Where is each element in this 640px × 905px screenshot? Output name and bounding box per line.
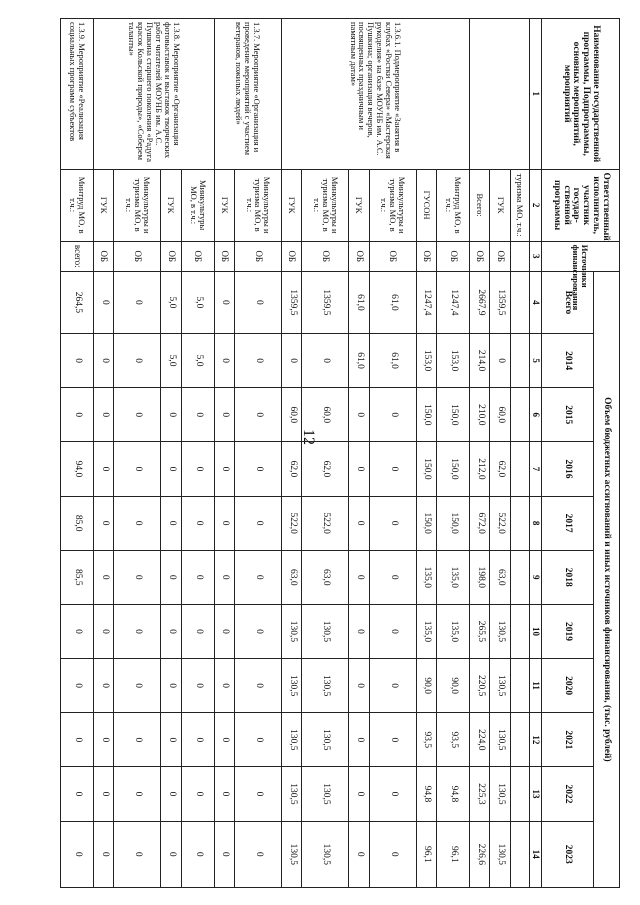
row-value: 0 bbox=[369, 713, 416, 767]
header-year: 2015 bbox=[542, 388, 594, 442]
row-value: 130,5 bbox=[490, 713, 510, 767]
row-value: 0 bbox=[214, 496, 234, 550]
row-value: 130,5 bbox=[302, 821, 349, 887]
row-value: 0 bbox=[114, 496, 161, 550]
row-value: 0 bbox=[114, 271, 161, 333]
row-executor: туризма МО, т.ч.: bbox=[510, 169, 529, 241]
row-source: ОБ bbox=[214, 241, 234, 271]
header-year: 2022 bbox=[542, 767, 594, 821]
row-value: 62,0 bbox=[302, 442, 349, 496]
row-value: 135,0 bbox=[437, 550, 470, 604]
row-value: 0 bbox=[214, 713, 234, 767]
row-value: 94,8 bbox=[437, 767, 470, 821]
row-value bbox=[510, 767, 529, 821]
row-value: 0 bbox=[114, 442, 161, 496]
row-source: ОБ bbox=[469, 241, 489, 271]
row-source: ОБ bbox=[161, 241, 181, 271]
row-value: 94,0 bbox=[61, 442, 94, 496]
row-value: 135,0 bbox=[437, 604, 470, 658]
row-value: 153,0 bbox=[416, 334, 436, 388]
row-value: 0 bbox=[214, 334, 234, 388]
page-number: 12 bbox=[300, 429, 317, 445]
column-number: 14 bbox=[529, 821, 541, 887]
row-value: 212,0 bbox=[469, 442, 489, 496]
row-value: 0 bbox=[161, 659, 181, 713]
row-value: 130,5 bbox=[281, 821, 301, 887]
row-value: 0 bbox=[349, 821, 369, 887]
table-row bbox=[437, 19, 470, 888]
row-executor: ГУСОН bbox=[416, 169, 436, 241]
row-value: 0 bbox=[161, 388, 181, 442]
row-value: 0 bbox=[93, 388, 113, 442]
row-value: 0 bbox=[235, 442, 282, 496]
row-value: 5,0 bbox=[161, 334, 181, 388]
row-value: 130,5 bbox=[302, 713, 349, 767]
header-name: Наименование государственной программы, Подпрограммы, основных мероприятий, мероприятий bbox=[542, 19, 620, 170]
row-value: 0 bbox=[93, 334, 113, 388]
row-executor: ГУК bbox=[93, 169, 113, 241]
row-source: ОБ bbox=[490, 241, 510, 271]
row-executor: Минтруд МО, в т.ч.: bbox=[437, 169, 470, 241]
row-value bbox=[510, 442, 529, 496]
row-value: 93,5 bbox=[416, 713, 436, 767]
row-value: 0 bbox=[181, 388, 214, 442]
row-value: 0 bbox=[235, 271, 282, 333]
column-number: 5 bbox=[529, 334, 541, 388]
row-value: 5,0 bbox=[161, 271, 181, 333]
row-executor: ГУК bbox=[214, 169, 234, 241]
row-value: 0 bbox=[214, 821, 234, 887]
row-value: 0 bbox=[181, 604, 214, 658]
row-value: 60,0 bbox=[302, 388, 349, 442]
table-row bbox=[510, 19, 529, 888]
financing-table bbox=[60, 18, 620, 888]
row-value: 0 bbox=[369, 659, 416, 713]
row-value: 522,0 bbox=[490, 496, 510, 550]
column-number: 13 bbox=[529, 767, 541, 821]
row-value: 0 bbox=[161, 496, 181, 550]
row-value bbox=[510, 496, 529, 550]
row-executor: Минкультуры МО, в т.ч.: bbox=[181, 169, 214, 241]
row-value bbox=[510, 604, 529, 658]
row-executor: Минкультуры и туризма МО, в т.ч.: bbox=[114, 169, 161, 241]
row-value: 0 bbox=[61, 659, 94, 713]
row-value: 130,5 bbox=[281, 604, 301, 658]
row-value: 0 bbox=[349, 659, 369, 713]
row-value: 62,0 bbox=[490, 442, 510, 496]
row-value: 0 bbox=[161, 767, 181, 821]
row-executor: Минтруд МО, в т.ч.: bbox=[61, 169, 94, 241]
row-value: 672,0 bbox=[469, 496, 489, 550]
row-value: 0 bbox=[214, 550, 234, 604]
row-value: 0 bbox=[349, 550, 369, 604]
header-year: 2020 bbox=[542, 659, 594, 713]
row-name: 1.3.7. Мероприятие «Организация и проведение мероприятий с участием ветеранов, пожилых людей» bbox=[214, 19, 281, 170]
row-value: 1247,4 bbox=[437, 271, 470, 333]
row-value: 0 bbox=[61, 713, 94, 767]
row-value: 0 bbox=[214, 659, 234, 713]
row-value: 0 bbox=[161, 604, 181, 658]
header-year: 2016 bbox=[542, 442, 594, 496]
table-row bbox=[181, 19, 214, 888]
header-total: Всего bbox=[542, 271, 594, 333]
row-value: 1359,5 bbox=[490, 271, 510, 333]
header-executor: Ответственный исполнитель, участник государ-ственной программы bbox=[542, 169, 620, 241]
row-value: 0 bbox=[114, 767, 161, 821]
row-value: 0 bbox=[349, 767, 369, 821]
row-value: 0 bbox=[281, 334, 301, 388]
row-value: 0 bbox=[114, 388, 161, 442]
row-name: 1.3.8. Мероприятие «Организация фотовыставок и выставок творческих работ читателей МОУНБ им. А.С. Пушкина старшего поколения «Радуга красок Кольской природы», «Соберем таланты» bbox=[93, 19, 214, 170]
row-name: 1.3.9. Мероприятие «Реализация социальных программ субъектов bbox=[61, 19, 94, 170]
column-number: 11 bbox=[529, 659, 541, 713]
row-source: ОБ bbox=[416, 241, 436, 271]
row-value: 0 bbox=[490, 334, 510, 388]
row-value: 150,0 bbox=[437, 442, 470, 496]
row-value: 94,8 bbox=[416, 767, 436, 821]
row-value: 0 bbox=[93, 821, 113, 887]
row-value: 63,0 bbox=[490, 550, 510, 604]
row-value: 135,0 bbox=[416, 604, 436, 658]
row-value: 96,1 bbox=[416, 821, 436, 887]
row-value: 0 bbox=[61, 334, 94, 388]
row-value: 0 bbox=[114, 821, 161, 887]
row-value bbox=[510, 713, 529, 767]
column-numbers-row bbox=[529, 19, 541, 888]
row-value: 0 bbox=[93, 767, 113, 821]
header-year: 2017 bbox=[542, 496, 594, 550]
row-value: 0 bbox=[61, 767, 94, 821]
row-source: ОБ bbox=[181, 241, 214, 271]
row-value: 0 bbox=[349, 442, 369, 496]
row-value: 214,0 bbox=[469, 334, 489, 388]
row-value: 0 bbox=[93, 442, 113, 496]
row-value: 130,5 bbox=[490, 604, 510, 658]
row-source: ОБ bbox=[302, 241, 349, 271]
row-value: 0 bbox=[114, 550, 161, 604]
row-value: 62,0 bbox=[281, 442, 301, 496]
row-executor: Минкультуры и туризма МО, в т.ч.: bbox=[302, 169, 349, 241]
row-value: 130,5 bbox=[490, 767, 510, 821]
row-source: ОБ bbox=[437, 241, 470, 271]
row-value: 0 bbox=[369, 767, 416, 821]
column-number: 8 bbox=[529, 496, 541, 550]
row-value: 0 bbox=[161, 550, 181, 604]
row-value bbox=[510, 334, 529, 388]
row-value: 61,0 bbox=[369, 334, 416, 388]
row-value: 150,0 bbox=[437, 496, 470, 550]
row-value: 60,0 bbox=[281, 388, 301, 442]
row-value: 0 bbox=[181, 442, 214, 496]
header-volume: Объем бюджетных ассигнований и иных источников финансирования, (тыс. рублей) bbox=[594, 271, 620, 887]
row-value: 130,5 bbox=[302, 767, 349, 821]
row-value: 0 bbox=[161, 442, 181, 496]
row-value: 0 bbox=[349, 496, 369, 550]
row-value: 135,0 bbox=[416, 550, 436, 604]
row-source: ОБ bbox=[349, 241, 369, 271]
row-value: 0 bbox=[235, 713, 282, 767]
row-executor: Всего: bbox=[469, 169, 489, 241]
row-source: всего: bbox=[61, 241, 94, 271]
row-name bbox=[469, 19, 529, 170]
row-value: 150,0 bbox=[416, 388, 436, 442]
row-value: 0 bbox=[369, 388, 416, 442]
column-number: 4 bbox=[529, 271, 541, 333]
column-number: 9 bbox=[529, 550, 541, 604]
row-value: 0 bbox=[235, 821, 282, 887]
row-value: 130,5 bbox=[490, 821, 510, 887]
row-value: 60,0 bbox=[490, 388, 510, 442]
table-row bbox=[61, 19, 94, 888]
row-value bbox=[510, 271, 529, 333]
row-value: 5,0 bbox=[181, 271, 214, 333]
row-value: 0 bbox=[114, 604, 161, 658]
row-value: 0 bbox=[214, 388, 234, 442]
row-executor: ГУК bbox=[490, 169, 510, 241]
column-number: 2 bbox=[529, 169, 541, 241]
column-number: 12 bbox=[529, 713, 541, 767]
row-source: ОБ bbox=[114, 241, 161, 271]
row-value: 61,0 bbox=[349, 334, 369, 388]
row-value: 150,0 bbox=[416, 442, 436, 496]
column-number: 6 bbox=[529, 388, 541, 442]
header-source: Источники финансирования bbox=[542, 241, 620, 271]
row-value: 210,0 bbox=[469, 388, 489, 442]
row-value: 198,0 bbox=[469, 550, 489, 604]
row-value: 1359,5 bbox=[281, 271, 301, 333]
row-value: 0 bbox=[369, 550, 416, 604]
row-value bbox=[510, 659, 529, 713]
row-executor: Минкультуры и туризма МО, в т.ч.: bbox=[235, 169, 282, 241]
row-value: 61,0 bbox=[369, 271, 416, 333]
row-value: 0 bbox=[369, 496, 416, 550]
row-value: 85,0 bbox=[61, 496, 94, 550]
row-value: 1359,5 bbox=[302, 271, 349, 333]
row-value: 96,1 bbox=[437, 821, 470, 887]
row-value: 0 bbox=[349, 604, 369, 658]
row-value: 0 bbox=[114, 659, 161, 713]
row-value: 0 bbox=[93, 550, 113, 604]
row-value: 0 bbox=[181, 713, 214, 767]
row-value: 265,5 bbox=[469, 604, 489, 658]
row-value: 0 bbox=[93, 659, 113, 713]
row-value: 0 bbox=[181, 659, 214, 713]
row-value: 0 bbox=[349, 388, 369, 442]
row-executor: Минкультуры и туризма МО, в т.ч.: bbox=[369, 169, 416, 241]
row-executor: ГУК bbox=[161, 169, 181, 241]
row-value: 0 bbox=[302, 334, 349, 388]
row-value: 226,6 bbox=[469, 821, 489, 887]
row-source: ОБ bbox=[281, 241, 301, 271]
row-source: ОБ bbox=[235, 241, 282, 271]
row-value: 522,0 bbox=[281, 496, 301, 550]
row-value: 0 bbox=[181, 496, 214, 550]
row-value: 0 bbox=[114, 334, 161, 388]
row-source: ОБ bbox=[93, 241, 113, 271]
row-value: 0 bbox=[181, 550, 214, 604]
row-value: 0 bbox=[93, 271, 113, 333]
row-value: 0 bbox=[93, 496, 113, 550]
row-value: 1247,4 bbox=[416, 271, 436, 333]
header-year: 2019 bbox=[542, 604, 594, 658]
row-value: 130,5 bbox=[302, 659, 349, 713]
column-number: 10 bbox=[529, 604, 541, 658]
row-value: 0 bbox=[214, 442, 234, 496]
row-executor: ГУК bbox=[281, 169, 301, 241]
row-value: 0 bbox=[235, 767, 282, 821]
row-value: 130,5 bbox=[281, 767, 301, 821]
row-value: 0 bbox=[61, 604, 94, 658]
row-value: 61,0 bbox=[349, 271, 369, 333]
row-value: 0 bbox=[214, 604, 234, 658]
row-value: 0 bbox=[161, 713, 181, 767]
row-value: 0 bbox=[114, 713, 161, 767]
row-value: 0 bbox=[235, 496, 282, 550]
header-year: 2023 bbox=[542, 821, 594, 887]
header-year: 2018 bbox=[542, 550, 594, 604]
row-value: 0 bbox=[214, 767, 234, 821]
column-number: 3 bbox=[529, 241, 541, 271]
row-value: 63,0 bbox=[302, 550, 349, 604]
header-year: 2014 bbox=[542, 334, 594, 388]
row-value: 0 bbox=[369, 442, 416, 496]
row-value bbox=[510, 550, 529, 604]
row-value bbox=[510, 388, 529, 442]
row-value: 5,0 bbox=[181, 334, 214, 388]
row-executor: ГУК bbox=[349, 169, 369, 241]
row-value: 0 bbox=[235, 550, 282, 604]
row-value: 153,0 bbox=[437, 334, 470, 388]
row-value: 0 bbox=[61, 821, 94, 887]
row-value: 0 bbox=[93, 604, 113, 658]
row-value: 85,5 bbox=[61, 550, 94, 604]
row-source: ОБ bbox=[369, 241, 416, 271]
row-value: 0 bbox=[61, 388, 94, 442]
row-value: 0 bbox=[181, 821, 214, 887]
header-year: 2021 bbox=[542, 713, 594, 767]
row-value: 130,5 bbox=[281, 659, 301, 713]
table-body bbox=[61, 19, 530, 888]
row-value: 224,0 bbox=[469, 713, 489, 767]
row-value: 90,0 bbox=[416, 659, 436, 713]
column-number: 1 bbox=[529, 19, 541, 170]
row-value: 90,0 bbox=[437, 659, 470, 713]
row-value: 130,5 bbox=[302, 604, 349, 658]
row-value: 0 bbox=[161, 821, 181, 887]
row-value: 150,0 bbox=[437, 388, 470, 442]
row-source bbox=[510, 241, 529, 271]
row-value: 0 bbox=[235, 604, 282, 658]
row-value: 264,5 bbox=[61, 271, 94, 333]
row-value: 150,0 bbox=[416, 496, 436, 550]
row-value: 522,0 bbox=[302, 496, 349, 550]
column-number: 7 bbox=[529, 442, 541, 496]
row-value: 225,3 bbox=[469, 767, 489, 821]
row-value: 0 bbox=[235, 334, 282, 388]
row-value: 0 bbox=[235, 388, 282, 442]
row-value: 0 bbox=[235, 659, 282, 713]
row-value: 220,5 bbox=[469, 659, 489, 713]
row-value: 130,5 bbox=[490, 659, 510, 713]
table-row bbox=[235, 19, 282, 888]
row-value: 0 bbox=[349, 713, 369, 767]
row-value: 130,5 bbox=[281, 713, 301, 767]
row-value: 93,5 bbox=[437, 713, 470, 767]
row-value: 0 bbox=[214, 271, 234, 333]
row-value: 2667,9 bbox=[469, 271, 489, 333]
row-value: 0 bbox=[369, 604, 416, 658]
row-value: 0 bbox=[181, 767, 214, 821]
rotated-table-container bbox=[60, 18, 620, 888]
row-value bbox=[510, 821, 529, 887]
row-name: 1.3.6.1. Подмероприятие «Занятия в клубах «Ростки Севера» «Мастерская рукоделия» на базе МОУНБ им. А.С. Пушкина; организация вечеров, посвященных праздничным и памятным датам» bbox=[281, 19, 469, 170]
row-value: 63,0 bbox=[281, 550, 301, 604]
row-value: 0 bbox=[93, 713, 113, 767]
row-value: 0 bbox=[369, 821, 416, 887]
